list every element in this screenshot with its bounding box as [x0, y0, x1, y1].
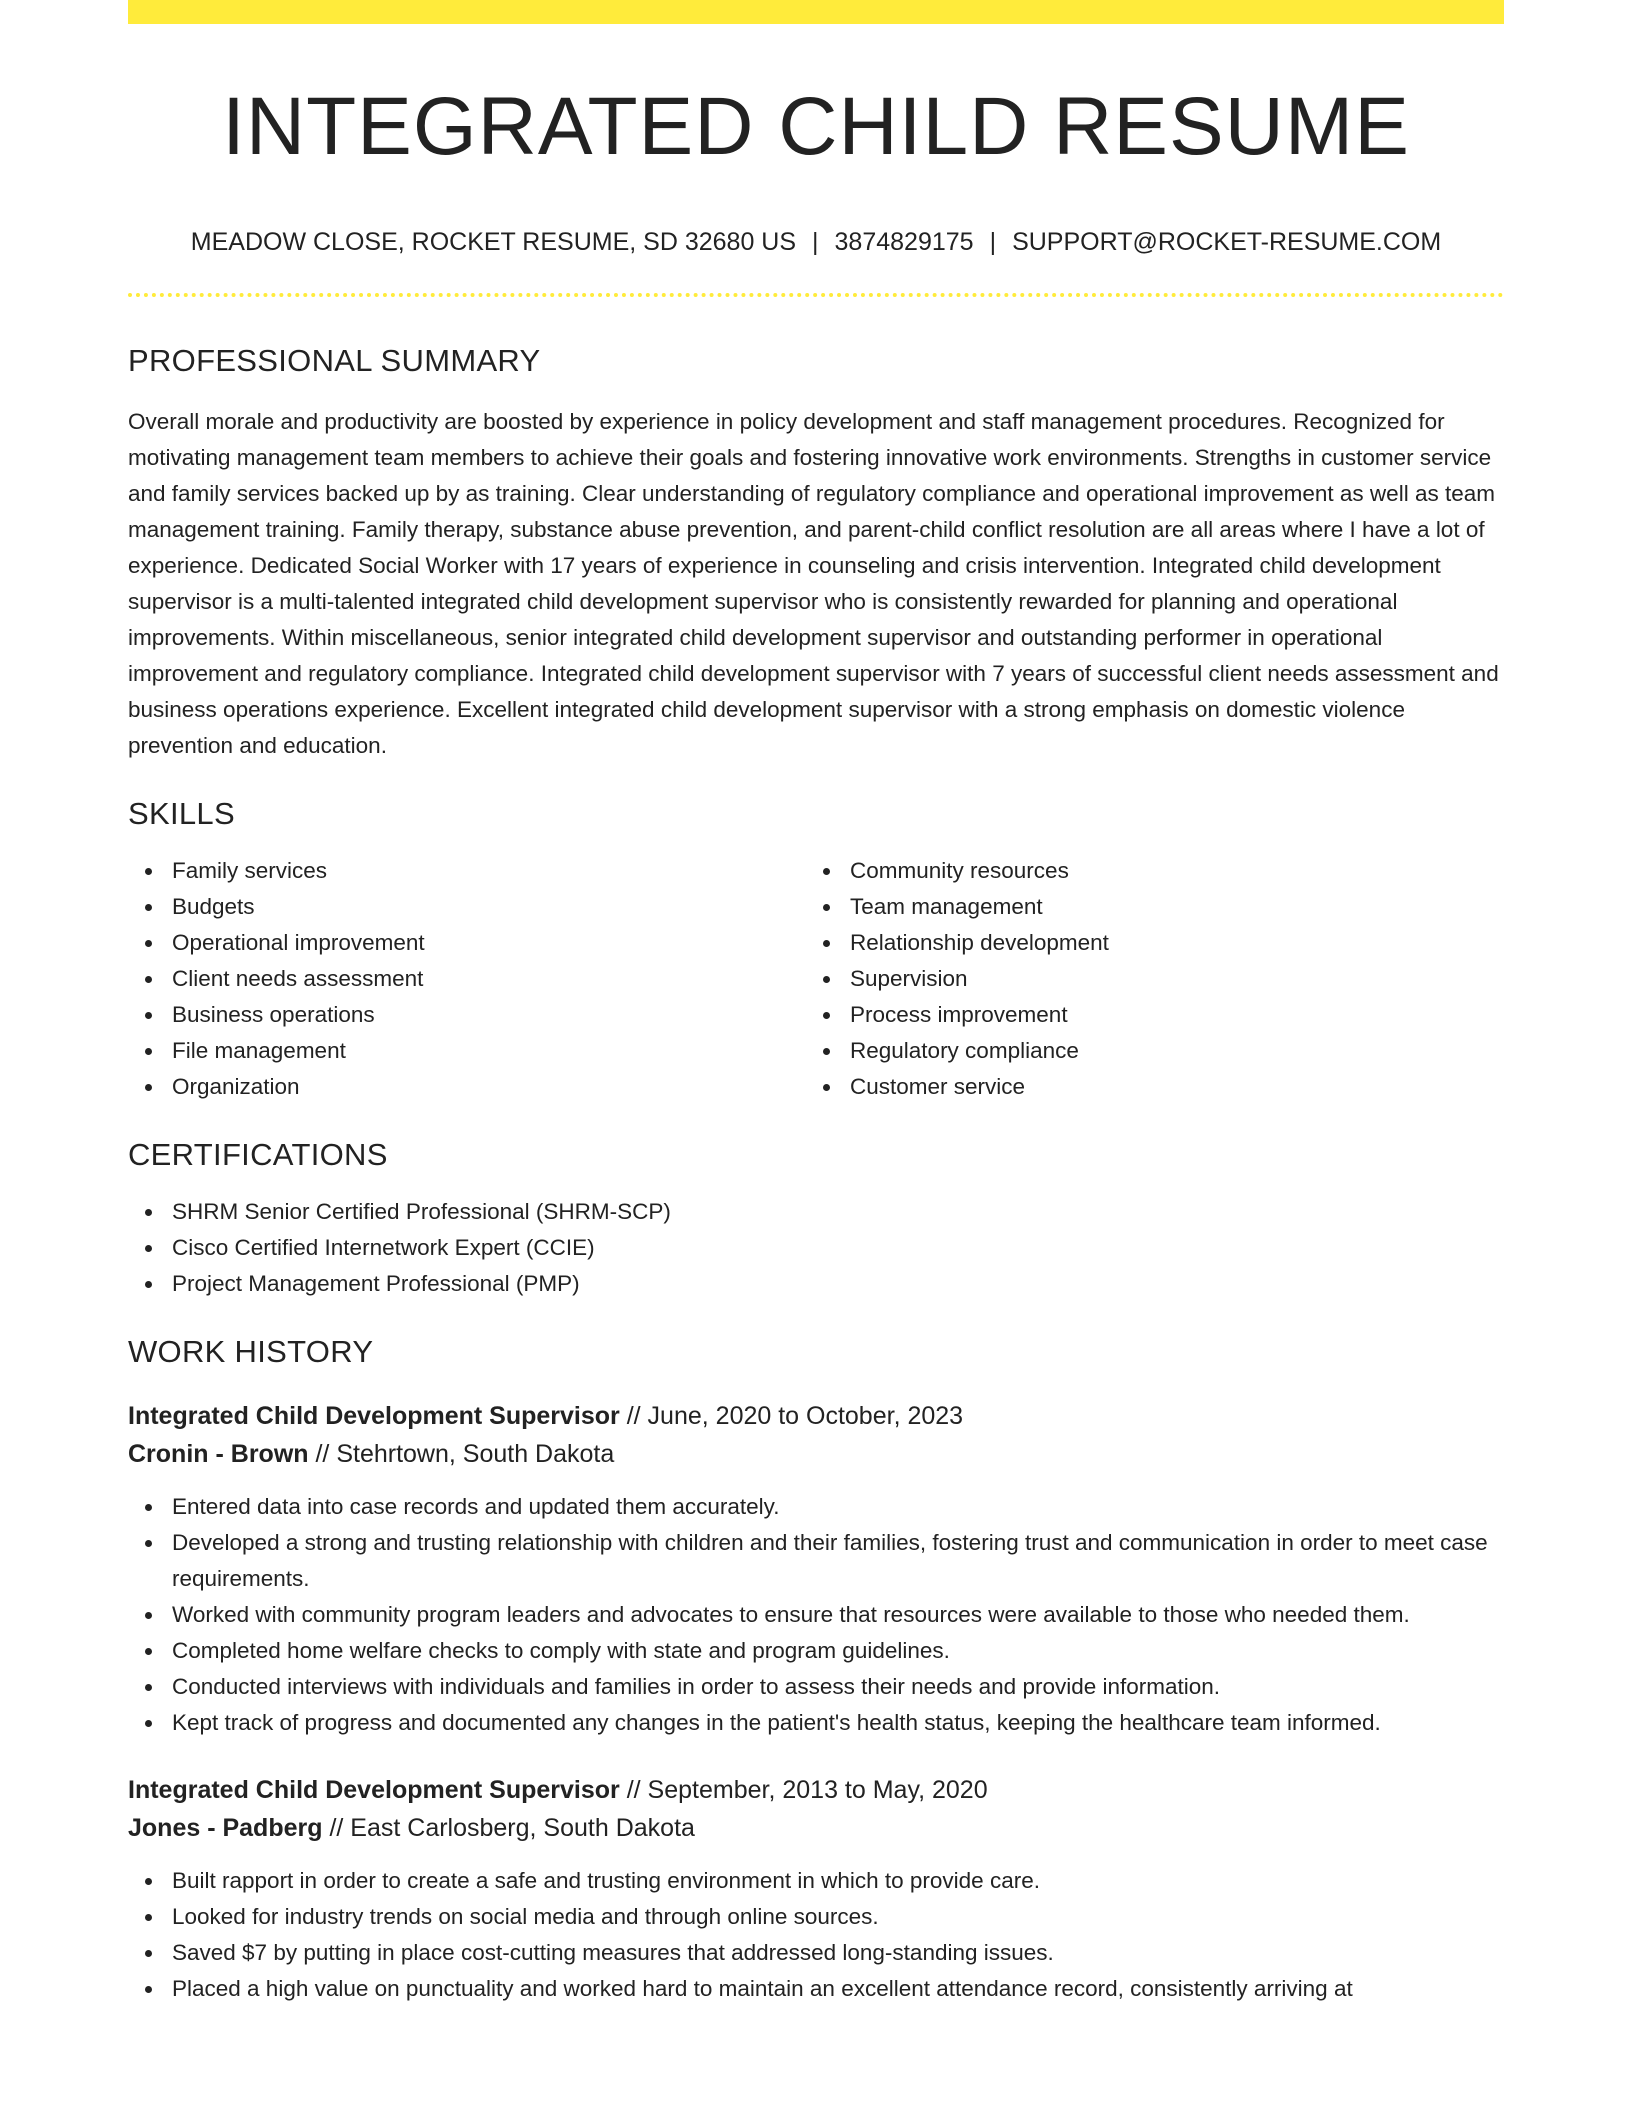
job-role: Integrated Child Development Supervisor [128, 1776, 620, 1804]
dotted-divider [128, 293, 1504, 297]
bullet-dot-icon [145, 1612, 152, 1619]
bullet-dot-icon [145, 1684, 152, 1691]
job-location: // Stehrtown, South Dakota [315, 1440, 615, 1468]
skill-item-text: Organization [172, 1074, 300, 1099]
job-company-line [128, 1435, 1504, 1473]
job-bullet-text: Worked with community program leaders and advocates to ensure that resources were available to those who needed them. [172, 1602, 1410, 1627]
work-history-heading: WORK HISTORY [128, 1334, 374, 1369]
certifications-heading: CERTIFICATIONS [128, 1137, 388, 1172]
contact-email[interactable]: SUPPORT@ROCKET-RESUME.COM [1012, 228, 1442, 256]
bullet-dot-icon [145, 1281, 152, 1288]
skill-item-text: Client needs assessment [172, 966, 424, 991]
skill-item [806, 1033, 1484, 1069]
bullet-dot-icon [823, 940, 830, 947]
skill-item [128, 1069, 806, 1105]
bullet-dot-icon [145, 1878, 152, 1885]
job-bullet-text: Saved $7 by putting in place cost-cutting measures that addressed long-standing issues. [172, 1940, 1054, 1965]
bullet-dot-icon [145, 1245, 152, 1252]
skill-item [128, 853, 806, 889]
bullet-dot-icon [145, 868, 152, 875]
job-entry [128, 1397, 1504, 1741]
bullet-dot-icon [145, 1950, 152, 1957]
bullet-dot-icon [145, 1048, 152, 1055]
certification-item-text: Project Management Professional (PMP) [172, 1271, 580, 1296]
job-title-line [128, 1771, 1504, 1809]
bullet-dot-icon [145, 1540, 152, 1547]
skill-item [128, 925, 806, 961]
certification-item-text: SHRM Senior Certified Professional (SHRM-SCP) [172, 1199, 671, 1224]
resume-title: INTEGRATED CHILD RESUME [222, 81, 1410, 172]
bullet-dot-icon [145, 976, 152, 983]
skill-item-text: Customer service [850, 1074, 1026, 1099]
skill-item-text: Regulatory compliance [850, 1038, 1079, 1063]
job-dates: // June, 2020 to October, 2023 [626, 1402, 964, 1430]
skills-right-list [806, 853, 1484, 1105]
bullet-dot-icon [145, 1209, 152, 1216]
job-bullet [128, 1899, 1504, 1935]
skill-item [806, 889, 1484, 925]
job-company-line [128, 1809, 1504, 1847]
skill-item-text: Community resources [850, 858, 1069, 883]
job-bullet [128, 1971, 1504, 2007]
skill-item-text: Team management [850, 894, 1043, 919]
job-bullet-list [128, 1489, 1504, 1741]
bullet-dot-icon [145, 1012, 152, 1019]
accent-top-bar [128, 0, 1504, 24]
skill-item-text: Business operations [172, 1002, 375, 1027]
skill-item [128, 889, 806, 925]
job-bullet-text: Kept track of progress and documented any changes in the patient's health status, keeping the healthcare team informed. [172, 1710, 1381, 1735]
job-bullet [128, 1705, 1504, 1741]
job-bullet-text: Developed a strong and trusting relationship with children and their families, fostering trust and communication in order to meet case requirements. [172, 1530, 1488, 1591]
job-bullet-text: Looked for industry trends on social media and through online sources. [172, 1904, 879, 1929]
bullet-dot-icon [823, 868, 830, 875]
job-bullet-text: Placed a high value on punctuality and worked hard to maintain an excellent attendance record, consistently arriving at [172, 1976, 1353, 2001]
job-role: Integrated Child Development Supervisor [128, 1402, 620, 1430]
bullet-dot-icon [823, 1084, 830, 1091]
contact-line [128, 230, 1504, 255]
job-bullet-text: Entered data into case records and updated them accurately. [172, 1494, 780, 1519]
job-bullet-text: Completed home welfare checks to comply with state and program guidelines. [172, 1638, 950, 1663]
bullet-dot-icon [145, 1914, 152, 1921]
job-bullet-text: Built rapport in order to create a safe and trusting environment in which to provide care. [172, 1868, 1040, 1893]
skill-item-text: File management [172, 1038, 346, 1063]
job-company: Cronin - Brown [128, 1440, 309, 1468]
certifications-list [128, 1194, 1504, 1302]
skill-item-text: Operational improvement [172, 930, 425, 955]
skill-item [806, 1069, 1484, 1105]
skill-item [128, 997, 806, 1033]
skills-heading: SKILLS [128, 796, 235, 831]
skill-item-text: Process improvement [850, 1002, 1068, 1027]
skill-item [806, 961, 1484, 997]
bullet-dot-icon [145, 1084, 152, 1091]
skill-item-text: Family services [172, 858, 328, 883]
bullet-dot-icon [823, 976, 830, 983]
bullet-dot-icon [145, 904, 152, 911]
bullet-dot-icon [823, 1048, 830, 1055]
contact-separator: | [989, 228, 997, 256]
job-dates: // September, 2013 to May, 2020 [626, 1776, 988, 1804]
job-bullet-list [128, 1863, 1504, 2007]
skill-item [128, 961, 806, 997]
skill-item [128, 1033, 806, 1069]
skill-item-text: Budgets [172, 894, 255, 919]
skill-item-text: Relationship development [850, 930, 1109, 955]
summary-heading: PROFESSIONAL SUMMARY [128, 343, 541, 378]
job-title-line [128, 1397, 1504, 1435]
job-bullet-text: Conducted interviews with individuals and families in order to assess their needs and provide information. [172, 1674, 1221, 1699]
skill-item-text: Supervision [850, 966, 968, 991]
skill-item [806, 997, 1484, 1033]
bullet-dot-icon [145, 1986, 152, 1993]
resume-page [128, 0, 1504, 2007]
job-bullet [128, 1669, 1504, 1705]
contact-separator: | [812, 228, 819, 256]
bullet-dot-icon [145, 1504, 152, 1511]
bullet-dot-icon [145, 940, 152, 947]
job-bullet [128, 1525, 1504, 1597]
skills-columns [128, 853, 1504, 1105]
bullet-dot-icon [145, 1648, 152, 1655]
job-entry [128, 1771, 1504, 2007]
job-bullet [128, 1935, 1504, 1971]
job-company: Jones - Padberg [128, 1814, 323, 1842]
bullet-dot-icon [145, 1720, 152, 1727]
certification-item [128, 1266, 1504, 1302]
job-bullet [128, 1489, 1504, 1525]
job-location: // East Carlosberg, South Dakota [329, 1814, 695, 1842]
certification-item [128, 1230, 1504, 1266]
certification-item [128, 1194, 1504, 1230]
skill-item [806, 853, 1484, 889]
job-bullet [128, 1597, 1504, 1633]
contact-address: MEADOW CLOSE, ROCKET RESUME, SD 32680 US [190, 228, 797, 256]
certification-item-text: Cisco Certified Internetwork Expert (CCIE) [172, 1235, 595, 1260]
job-bullet [128, 1863, 1504, 1899]
bullet-dot-icon [823, 1012, 830, 1019]
contact-phone: 3874829175 [834, 228, 974, 256]
bullet-dot-icon [823, 904, 830, 911]
summary-text: Overall morale and productivity are boosted by experience in policy development and staff management procedures. Recognized for motivating management team members to achieve their goals and fostering innovative work environments. Strengths in customer service and family services backed up by as training. Clear understanding of regulatory compliance and operational improvement as well as team management training. Family therapy, substance abuse prevention, and parent-child conflict resolution are all areas where I have a lot of experience. Dedicated Social Worker with 17 years of experience in counseling and crisis intervention. Integrated child development supervisor is a multi-talented integrated child development supervisor who is consistently rewarded for planning and operational improvements. Within miscellaneous, senior integrated child development supervisor and outstanding performer in operational improvement and regulatory compliance. Integrated child development supervisor with 7 years of successful client needs assessment and business operations experience. Excellent integrated child development supervisor with a strong emphasis on domestic violence prevention and education. [128, 409, 1499, 758]
job-bullet [128, 1633, 1504, 1669]
skills-left-list [128, 853, 806, 1105]
work-history-list [128, 1397, 1504, 2007]
skill-item [806, 925, 1484, 961]
